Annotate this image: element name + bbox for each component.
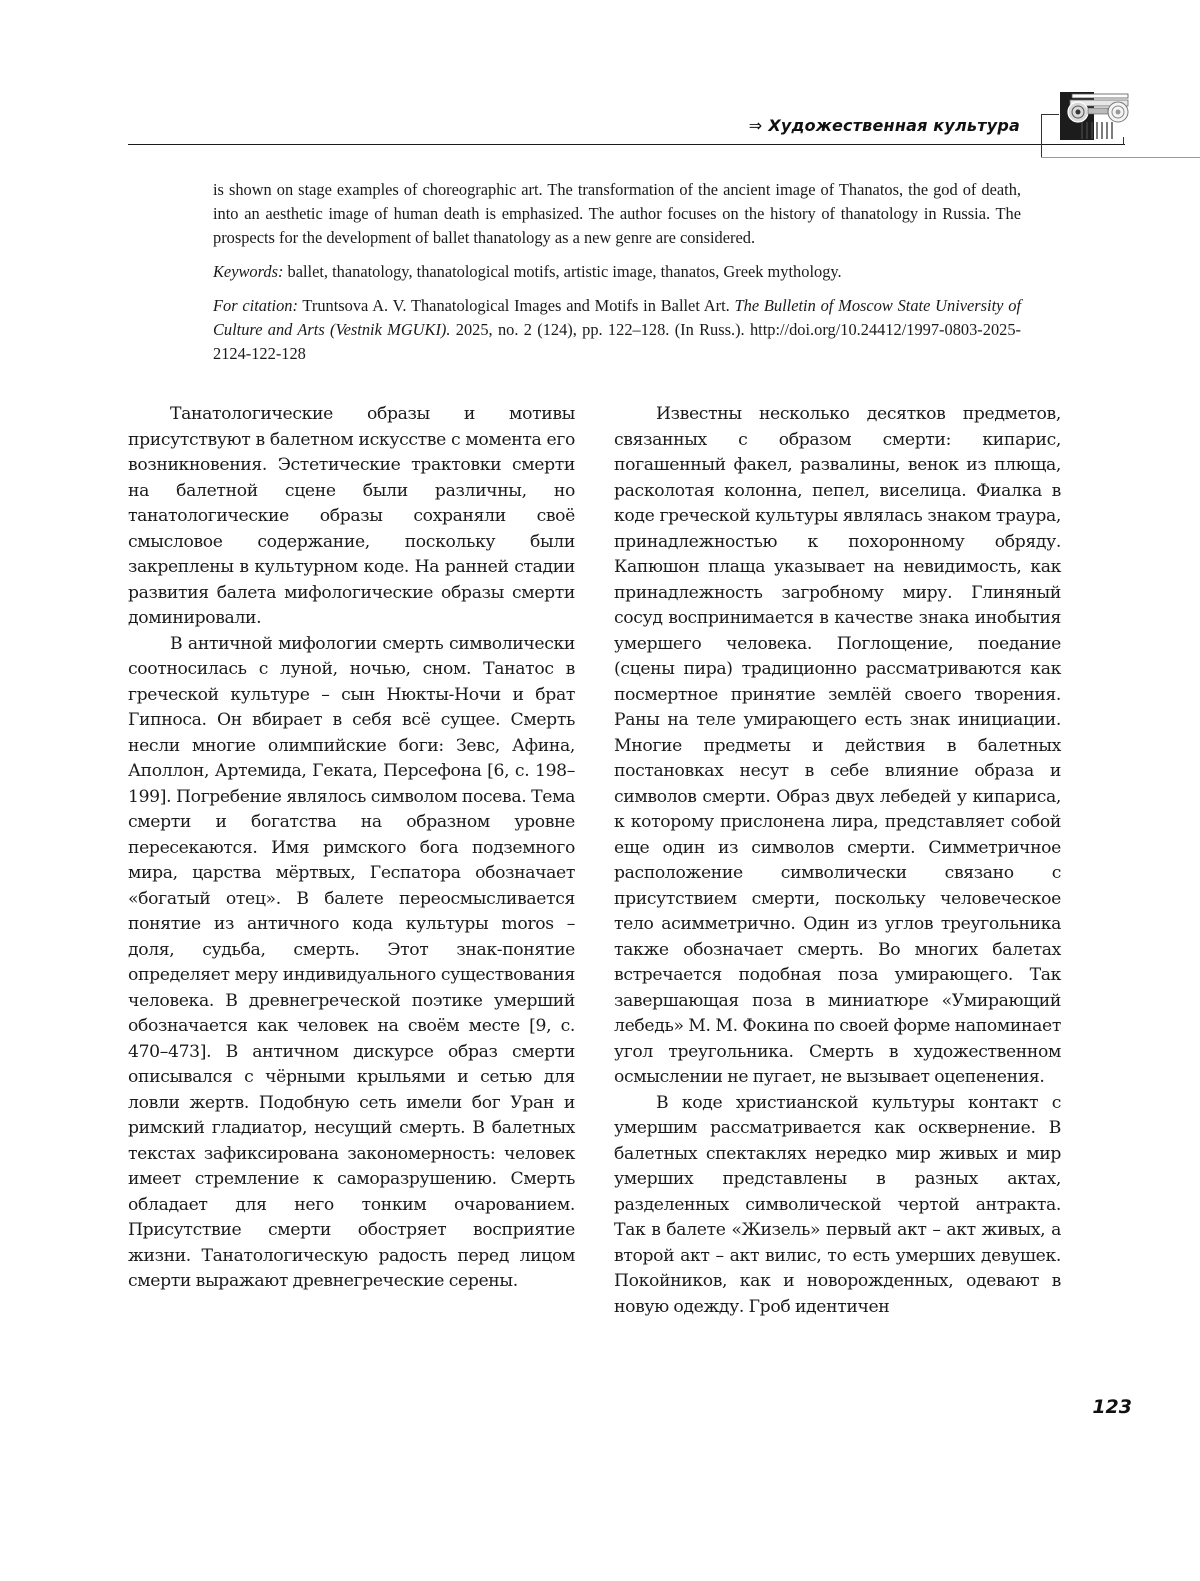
keywords-text: ballet, thanatology, thanatological motifs, artistic image, thanatos, Greek mythology. <box>283 262 842 281</box>
body-paragraph: В коде христианской культуры контакт с умершим рассматривается как осквернение. В балетных спектаклях нередко мир живых и мир умерших представлены в разных актах, разделенных символической чертой антракта. Так в балете «Жизель» первый акт – акт живых, а второй акт – акт вилис, то есть умерших девушек. Покойников, как и новорожденных, одевают в новую одежду. Гроб идентичен <box>614 1092 1061 1317</box>
keywords-label: Keywords: <box>213 262 284 281</box>
citation-journal: The Bulletin of Moscow State University of Culture and Arts (Vestnik MGUKI). <box>213 296 1021 339</box>
header-bracket-top <box>1041 114 1059 115</box>
body-paragraph: В античной мифологии смерть символически соотносилась с луной, ночью, сном. Танатос в греческой культуре – сын Нюкты-Ночи и брат Гипноса. Он вбирает в себя всё сущее. Смерть несли многие олимпийские боги: Зевс, Афина, Аполлон, Артемида, Геката, Персефона [6, с. 198–199]. Погребение являлось символом посева. Тема смерти и богатства на образном уровне пересекаются. Имя римского бога подземного мира, царства мёртвых, Геспатора обозначает «богатый отец». В балете переосмысливается понятие из античного кода культуры moros – доля, судьба, смерть. Этот знак-понятие определяет меру индивидуального существования человека. В древнегреческой поэтике умерший обозначается как человек на своём месте [9, с. 470–473]. В античном дискурсе образ смерти описывался с чёрными крыльями и сетью для ловли жертв. Подобную сеть имели бог Уран и римский гладиатор, несущий смерть. В балетных текстах зафиксирована закономерность: человек имеет стремление к саморазрушению. Смерть обладает для него тонким очарованием. Присутствие смерти обостряет восприятие жизни. Танатологическую радость перед лицом смерти выражают древнегреческие серены. <box>128 633 575 1291</box>
keywords <box>213 260 1021 284</box>
double-arrow-icon: ⇒ <box>748 116 763 135</box>
citation-issue-doi[interactable]: 2025, no. 2 (124), pp. 122–128. (In Russ.). http://doi.org/10.24412/1997-0803-2025-2124-122-128 <box>213 320 1021 363</box>
citation <box>213 294 1021 366</box>
header-bracket-bottom <box>1041 157 1200 158</box>
body-column-right <box>614 402 1061 1320</box>
citation-label: For citation: <box>213 296 298 315</box>
header-bracket-vertical <box>1041 114 1042 158</box>
running-header-section-title <box>740 116 1020 135</box>
body-column-left <box>128 402 575 1295</box>
abstract-summary: is shown on stage examples of choreographic art. The transformation of the ancient image of Thanatos, the god of death, into an aesthetic image of human death is emphasized. The author focuses on the history of thanatology in Russia. The prospects for the development of ballet thanatology as a new genre are considered. <box>213 180 1021 247</box>
body-paragraph: Танатологические образы и мотивы присутствуют в балетном искусстве с момента его возникновения. Эстетические трактовки смерти на балетной сцене были различны, но танатологические образы сохраняли своё смысловое содержание, поскольку были закреплены в культурном коде. На ранней стадии развития балета мифологические образы смерти доминировали. <box>128 404 575 628</box>
header-rule <box>128 144 1125 145</box>
abstract-block <box>213 178 1021 376</box>
ionic-column-capital-icon <box>1060 92 1132 140</box>
body-paragraph: Известны несколько десятков предметов, связанных с образом смерти: кипарис, погашенный факел, развалины, венок из плюща, расколотая колонна, пепел, виселица. Фиалка в коде греческой культуры являлась знаком траура, принадлежностью к похоронному обряду. Капюшон плаща указывает на невидимость, как принадлежность загробному миру. Глиняный сосуд воспринимается в качестве знака инобытия умершего человека. Поглощение, поедание (сцены пира) традиционно рассматриваются как посмертное принятие землёй своего творения. Раны на теле умирающего есть знак инициации. Многие предметы и действия в балетных постановках несут в себе влияние образа и символов смерти. Образ двух лебедей у кипариса, к которому прислонена лира, представляет собой еще один из символов смерти. Симметричное расположение символически связано с присутствием смерти, поскольку человеческое тело асимметрично. Один из углов треугольника также обозначает смерть. Во многих балетах встречается подобная поза умирающего. Так завершающая поза в миниатюре «Умирающий лебедь» М. М. Фокина по своей форме напоминает угол треугольника. Смерть в художественном осмыслении не пугает, не вызывает оцепенения. <box>614 404 1061 1087</box>
citation-authors-title: Truntsova A. V. Thanatological Images and Motifs in Ballet Art. <box>297 296 735 315</box>
page-number: 123 <box>1092 1396 1132 1418</box>
section-title-text: Художественная культура <box>768 116 1020 135</box>
